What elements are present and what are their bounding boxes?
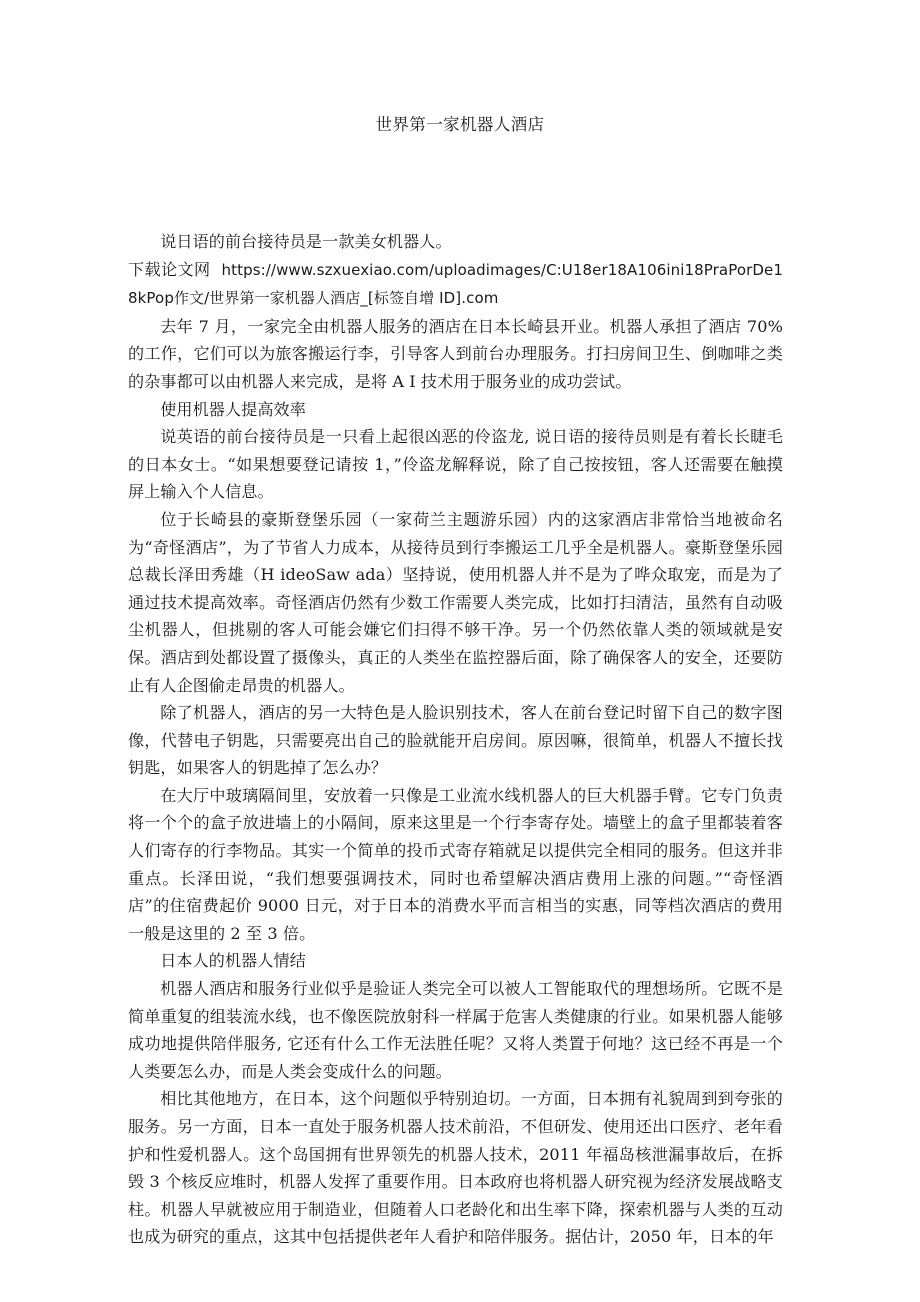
- document-body: [128, 228, 783, 1251]
- paragraph-p1: 去年 7 月，一家完全由机器人服务的酒店在日本长崎县开业。机器人承担了酒店 70%的工作，它们可以为旅客搬运行李，引导客人到前台办理服务。打扫房间卫生、倒咖啡之类的杂事都可以由机器人来完成，是将 A I 技术用于服务业的成功尝试。: [128, 316, 783, 391]
- paragraph-p5: 在大厅中玻璃隔间里，安放着一只像是工业流水线机器人的巨大机器手臂。它专门负责将一个个的盒子放进墙上的小隔间，原来这里是一个行李寄存处。墙壁上的盒子里都装着客人们寄存的行李物品。其实一个简单的投币式寄存箱就足以提供完全相同的服务。但这并非重点。长泽田说，“我们想要强调技术，同时也希望解决酒店费用上涨的问题。”“奇怪酒店”的住宿费起价 9000 日元，对于日本的消费水平而言相当的实惠，同等档次酒店的费用一般是这里的 2 至 3 倍。: [128, 785, 783, 943]
- paragraph-p6: 机器人酒店和服务行业似乎是验证人类完全可以被人工智能取代的理想场所。它既不是简单重复的组装流水线，也不像医院放射科一样属于危害人类健康的行业。如果机器人能够成功地提供陪伴服务, 它还有什么工作无法胜任呢？又将人类置于何地？这已经不再是一个人类要怎么办，而是人类会变成什么的问题。: [128, 979, 783, 1081]
- section-heading-2: 日本人的机器人情结: [160, 951, 306, 971]
- paragraph-p2: 说英语的前台接待员是一只看上起很凶恶的伶盗龙, 说日语的接待员则是有着长长睫毛的日本女士。“如果想要登记请按 1，”伶盗龙解释说，除了自己按按钮，客人还需要在触摸屏上输入个人信息。: [128, 427, 783, 502]
- paragraph-p4: 除了机器人，酒店的另一大特色是人脸识别技术，客人在前台登记时留下自己的数字图像，代替电子钥匙，只需要亮出自己的脸就能开启房间。原因嘛，很简单，机器人不擅长找钥匙，如果客人的钥匙掉了怎么办？: [128, 703, 783, 778]
- paragraph-p3: 位于长崎县的豪斯登堡乐园（一家荷兰主题游乐园）内的这家酒店非常恰当地被命名为“奇怪酒店”，为了节省人力成本，从接待员到行李搬运工几乎全是机器人。豪斯登堡乐园总裁长泽田秀雄（H ideoSaw ada）坚持说，使用机器人并不是为了哗众取宠，而是为了通过技术提高效率。奇怪酒店仍然有少数工作需要人类完成，比如打扫清洁，虽然有自动吸尘机器人，但挑剔的客人可能会嫌它们扫得不够干净。另一个仍然依靠人类的领域就是安保。酒店到处都设置了摄像头，真正的人类坐在监控器后面，除了确保客人的安全，还要防止有人企图偷走昂贵的机器人。: [128, 509, 783, 695]
- section-heading-1: 使用机器人提高效率: [160, 399, 306, 419]
- page-title: 世界第一家机器人酒店: [375, 115, 545, 134]
- lead-paragraph: 说日语的前台接待员是一款美女机器人。: [160, 232, 452, 251]
- paragraph-p7: 相比其他地方，在日本，这个问题似乎特别迫切。一方面，日本拥有礼貌周到到夸张的服务。另一方面，日本一直处于服务机器人技术前沿，不但研发、使用还出口医疗、老年看护和性爱机器人。这个岛国拥有世界领先的机器人技术，2011 年福岛核泄漏事故后，在拆毁 3 个核反应堆时，机器人发挥了重要作用。日本政府也将机器人研究视为经济发展战略支柱。机器人早就被应用于制造业，但随着人口老龄化和出生率下降，探索机器与人类的互动也成为研究的重点，这其中包括提供老年人看护和陪伴服务。据估计，2050 年，日本的年: [128, 1089, 783, 1247]
- source-url[interactable]: https://www.szxuexiao.com/uploadimages/C:U18er18A106ini18PraPorDe18kPop作文/世界第一家机器人酒店_[标签自增 ID].com: [128, 260, 783, 308]
- source-line: [128, 256, 783, 313]
- source-spacer: [210, 260, 221, 279]
- source-label: 下载论文网: [128, 259, 211, 279]
